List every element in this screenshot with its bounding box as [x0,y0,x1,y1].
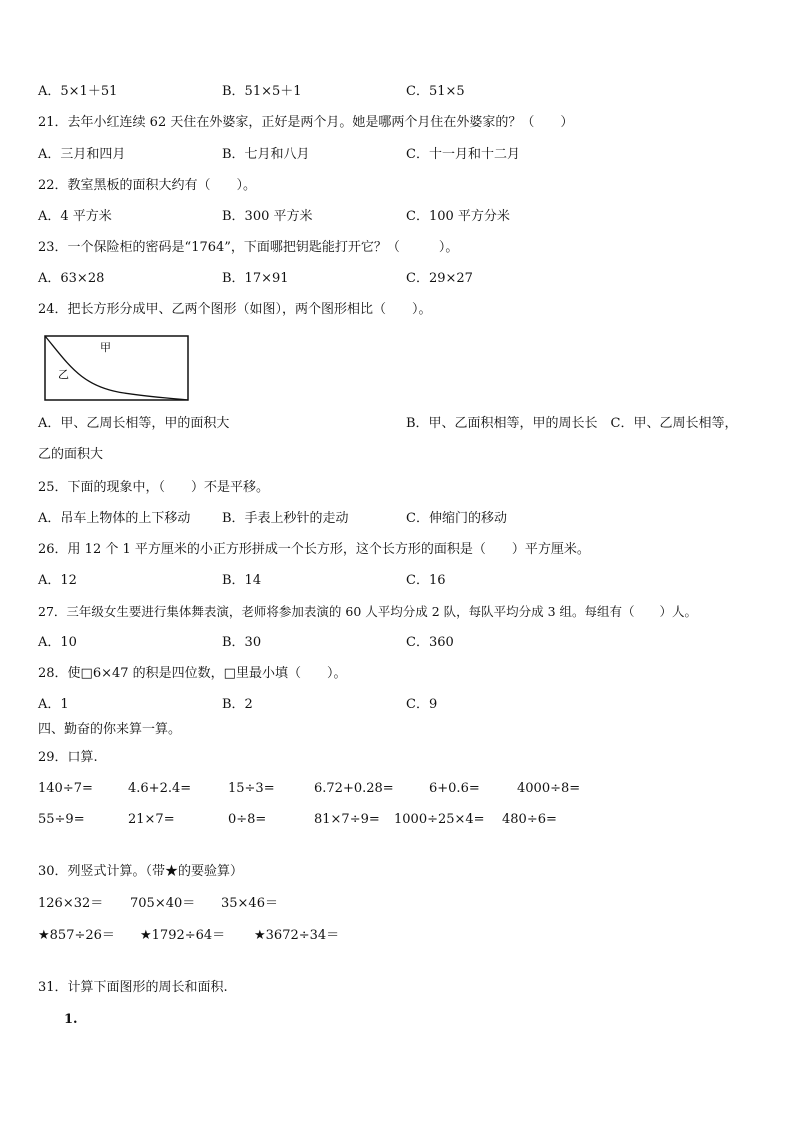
q27-stem: 27．三年级女生要进行集体舞表演，老师将参加表演的 60 人平均分成 2 队，每队平均分成 3 组。每组有（ ）人。 [38,604,698,619]
q29-item: 480÷6= [502,812,557,827]
q26-stem: 26．用 12 个 1 平方厘米的小正方形拼成一个长方形，这个长方形的面积是（ ）平方厘米。 [38,542,590,557]
q23-option-a: A．63×28 [38,271,105,286]
q21-option-c: C．十一月和十二月 [406,147,520,162]
q24-option-bc: B．甲、乙面积相等，甲的周长长 C．甲、乙周长相等， [406,416,738,431]
q20-option-c: C．51×5 [406,84,465,99]
q29-item: 6.72+0.28= [314,781,394,796]
q29-item: 4000÷8= [517,781,581,796]
q25-stem: 25．下面的现象中，（ ）不是平移。 [38,480,270,495]
label-yi: 乙 [58,368,69,381]
q29-item: 4.6+2.4= [128,781,192,796]
q24-rectangle-figure [44,335,190,407]
q30-item: 126×32＝ [38,896,104,911]
q24-option-a: A．甲、乙周长相等，甲的面积大 [38,416,230,431]
q28-option-a: A．1 [38,697,69,712]
q29-item: 21×7= [128,812,175,827]
q27-option-b: B．30 [222,635,262,650]
q28-stem: 28．使□6×47 的积是四位数，□里最小填（ ）。 [38,666,347,681]
q22-stem: 22．教室黑板的面积大约有（ ）。 [38,178,257,193]
section-4-title: 四、勤奋的你来算一算。 [38,722,182,737]
q25-option-b: B．手表上秒针的走动 [222,511,349,526]
q29-item: 140÷7= [38,781,93,796]
q26-option-c: C．16 [406,573,446,588]
q24-stem: 24．把长方形分成甲、乙两个图形（如图），两个图形相比（ ）。 [38,302,432,317]
q29-item: 1000÷25×4= [394,812,485,827]
q26-option-a: A．12 [38,573,77,588]
q22-option-b: B．300 平方米 [222,209,313,224]
q20-option-a: A．5×1＋51 [38,84,118,99]
q21-option-a: A．三月和四月 [38,147,126,162]
q30-item: 705×40＝ [130,896,196,911]
q20-option-b: B．51×5＋1 [222,84,302,99]
q21-stem: 21．去年小红连续 62 天住在外婆家，正好是两个月。她是哪两个月住在外婆家的？（ ） [38,115,574,130]
q24-option-c-continued: 乙的面积大 [38,447,104,462]
q31-sub-1: 1. [64,1012,78,1027]
q29-stem: 29．口算. [38,750,98,765]
q23-option-c: C．29×27 [406,271,473,286]
q28-option-c: C．9 [406,697,438,712]
q25-option-c: C．伸缩门的移动 [406,511,507,526]
q29-item: 55÷9= [38,812,85,827]
q30-stem: 30．列竖式计算。（带★的要验算） [38,864,244,879]
q31-stem: 31．计算下面图形的周长和面积. [38,980,228,995]
q30-item: ★857÷26＝ [38,928,115,943]
label-jia: 甲 [100,341,111,354]
q23-option-b: B．17×91 [222,271,289,286]
q30-item: 35×46＝ [221,896,278,911]
q21-option-b: B．七月和八月 [222,147,310,162]
q29-item: 0÷8= [228,812,267,827]
q30-item: ★3672÷34＝ [254,928,340,943]
q28-option-b: B．2 [222,697,253,712]
q23-stem: 23．一个保险柜的密码是“1764”，下面哪把钥匙能打开它？（ ）。 [38,240,459,255]
q22-option-c: C．100 平方分米 [406,209,510,224]
q26-option-b: B．14 [222,573,262,588]
q27-option-c: C．360 [406,635,454,650]
q25-option-a: A．吊车上物体的上下移动 [38,511,191,526]
q27-option-a: A．10 [38,635,77,650]
q22-option-a: A．4 平方米 [38,209,112,224]
q29-item: 81×7÷9= [314,812,380,827]
q30-item: ★1792÷64＝ [140,928,226,943]
q29-item: 6+0.6= [429,781,480,796]
q29-item: 15÷3= [228,781,275,796]
